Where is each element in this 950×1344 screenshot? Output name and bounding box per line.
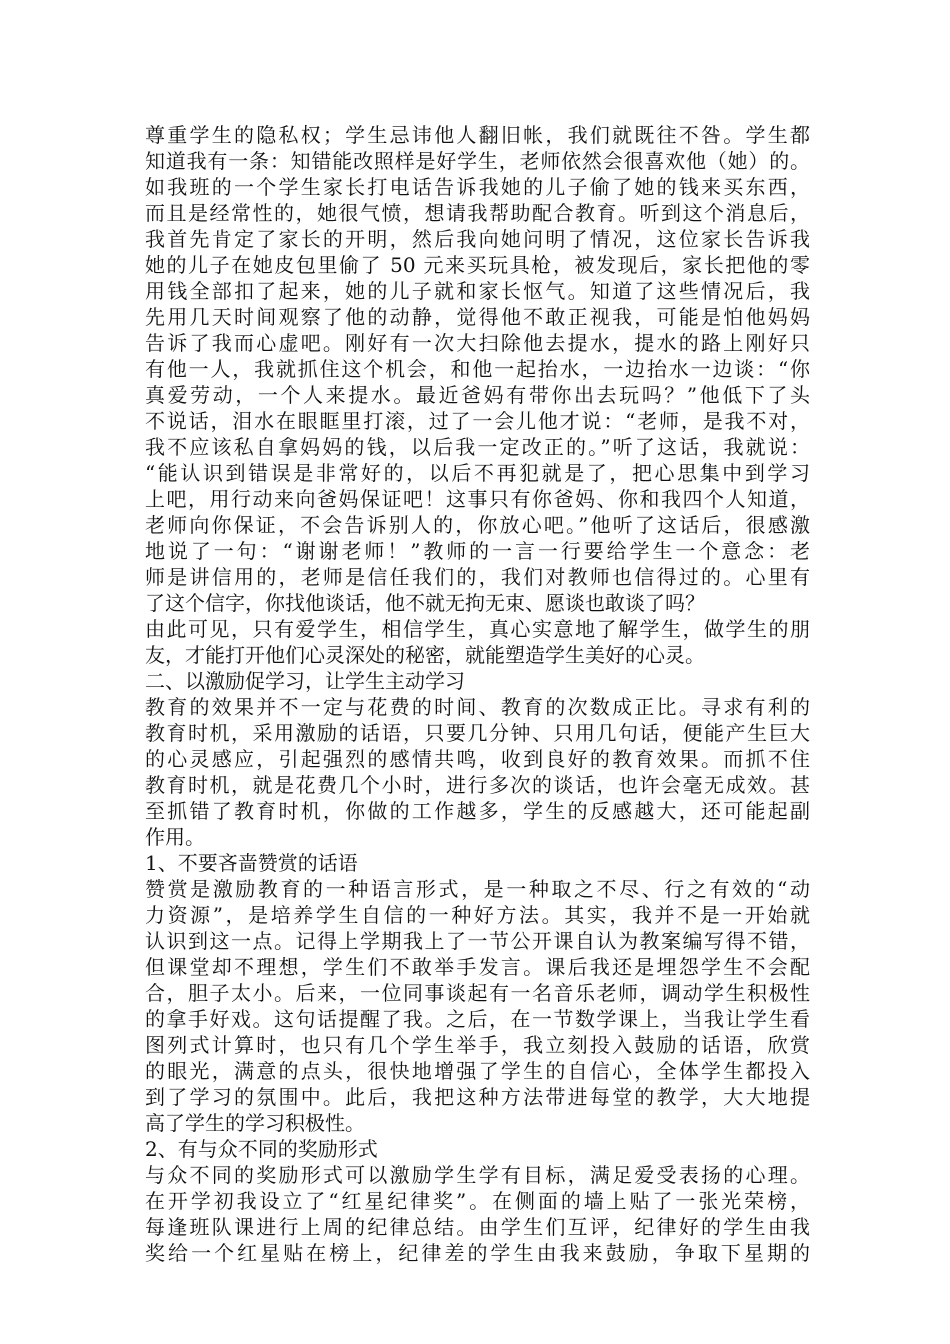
text-line: 图列式计算时，也只有几个学生举手，我立刻投入鼓励的话语，欣赏 (145, 1033, 810, 1057)
text-line: 告诉了我而心虚吧。刚好有一次大扫除他去提水，提水的路上刚好只 (145, 331, 810, 355)
text-line: 教育时机，就是花费几个小时，进行多次的谈话，也许会毫无成效。甚 (145, 773, 810, 797)
text-line: 合，胆子太小。后来，一位同事谈起有一名音乐老师，调动学生积极性 (145, 981, 810, 1005)
text-line: 每逢班队课进行上周的纪律总结。由学生们互评，纪律好的学生由我 (145, 1215, 810, 1239)
text-line: 教育时机，采用激励的话语，只要几分钟、只用几句话，便能产生巨大 (145, 721, 810, 745)
text-line: 老师向你保证，不会告诉别人的，你放心吧。”他听了这话后，很感激 (145, 513, 810, 537)
paragraph-end-line: 作用。 (145, 825, 205, 849)
text-line: 的拿手好戏。这句话提醒了我。之后，在一节数学课上，当我让学生看 (145, 1007, 810, 1031)
text-line: 赞赏是激励教育的一种语言形式，是一种取之不尽、行之有效的“动 (145, 877, 810, 901)
text-line: 与众不同的奖励形式可以激励学生学有目标，满足爱受表扬的心理。 (145, 1163, 810, 1187)
text-line: 不说话，泪水在眼眶里打滚，过了一会儿他才说：“老师，是我不对， (145, 409, 810, 433)
text-line: 在开学初我设立了“红星纪律奖”。在侧面的墙上贴了一张光荣榜， (145, 1189, 810, 1213)
text-line: 到了学习的氛围中。此后，我把这种方法带进每堂的教学，大大地提 (145, 1085, 810, 1109)
text-line: 我不应该私自拿妈妈的钱，以后我一定改正的。”听了这话，我就说： (145, 435, 810, 459)
text-line: 知道我有一条：知错能改照样是好学生，老师依然会很喜欢他（她）的。 (145, 149, 810, 173)
text-line: 的心灵感应，引起强烈的感情共鸣，收到良好的教育效果。而抓不住 (145, 747, 810, 771)
text-line: 尊重学生的隐私权；学生忌讳他人翻旧帐，我们就既往不咎。学生都 (145, 123, 810, 147)
text-line: 的眼光，满意的点头，很快地增强了学生的自信心，全体学生都投入 (145, 1059, 810, 1083)
document-body (145, 122, 810, 1266)
text-line: 她的儿子在她皮包里偷了 50 元来买玩具枪，被发现后，家长把他的零 (145, 253, 810, 277)
text-line: 认识到这一点。记得上学期我上了一节公开课自认为教案编写得不错， (145, 929, 810, 953)
text-line: 教育的效果并不一定与花费的时间、教育的次数成正比。寻求有利的 (145, 695, 810, 719)
text-line: 奖给一个红星贴在榜上，纪律差的学生由我来鼓励，争取下星期的 (145, 1241, 810, 1265)
text-line: 而且是经常性的，她很气愤，想请我帮助配合教育。听到这个消息后， (145, 201, 810, 225)
text-line: 上吧，用行动来向爸妈保证吧！这事只有你爸妈、你和我四个人知道， (145, 487, 810, 511)
subsection-heading: 2、有与众不同的奖励形式 (145, 1137, 378, 1161)
text-line: 真爱劳动，一个人来提水。最近爸妈有带你出去玩吗？”他低下了头 (145, 383, 810, 407)
subsection-heading: 1、不要吝啬赞赏的话语 (145, 851, 358, 875)
text-line: “能认识到错误是非常好的，以后不再犯就是了，把心思集中到学习 (145, 461, 810, 485)
text-line: 由此可见，只有爱学生，相信学生，真心实意地了解学生，做学生的朋 (145, 617, 810, 641)
text-line: 我首先肯定了家长的开明，然后我向她问明了情况，这位家长告诉我 (145, 227, 810, 251)
text-line: 如我班的一个学生家长打电话告诉我她的儿子偷了她的钱来买东西， (145, 175, 810, 199)
paragraph-end-line: 高了学生的学习积极性。 (145, 1111, 365, 1135)
text-line: 地说了一句：“谢谢老师！”教师的一言一行要给学生一个意念：老 (145, 539, 810, 563)
paragraph-end-line: 了这个信字，你找他谈话，他不就无拘无束、愿谈也敢谈了吗？ (145, 591, 705, 615)
section-heading: 二、以激励促学习，让学生主动学习 (145, 669, 465, 693)
text-line: 先用几天时间观察了他的动静，觉得他不敢正视我，可能是怕他妈妈 (145, 305, 810, 329)
text-line: 至抓错了教育时机，你做的工作越多，学生的反感越大，还可能起副 (145, 799, 810, 823)
text-line: 力资源”，是培养学生自信的一种好方法。其实，我并不是一开始就 (145, 903, 810, 927)
text-line: 但课堂却不理想，学生们不敢举手发言。课后我还是埋怨学生不会配 (145, 955, 810, 979)
paragraph-end-line: 友，才能打开他们心灵深处的秘密，就能塑造学生美好的心灵。 (145, 643, 705, 667)
text-line: 有他一人，我就抓住这个机会，和他一起抬水，一边抬水一边谈：“你 (145, 357, 810, 381)
text-line: 用钱全部扣了起来，她的儿子就和家长怄气。知道了这些情况后，我 (145, 279, 810, 303)
text-line: 师是讲信用的，老师是信任我们的，我们对教师也信得过的。心里有 (145, 565, 810, 589)
